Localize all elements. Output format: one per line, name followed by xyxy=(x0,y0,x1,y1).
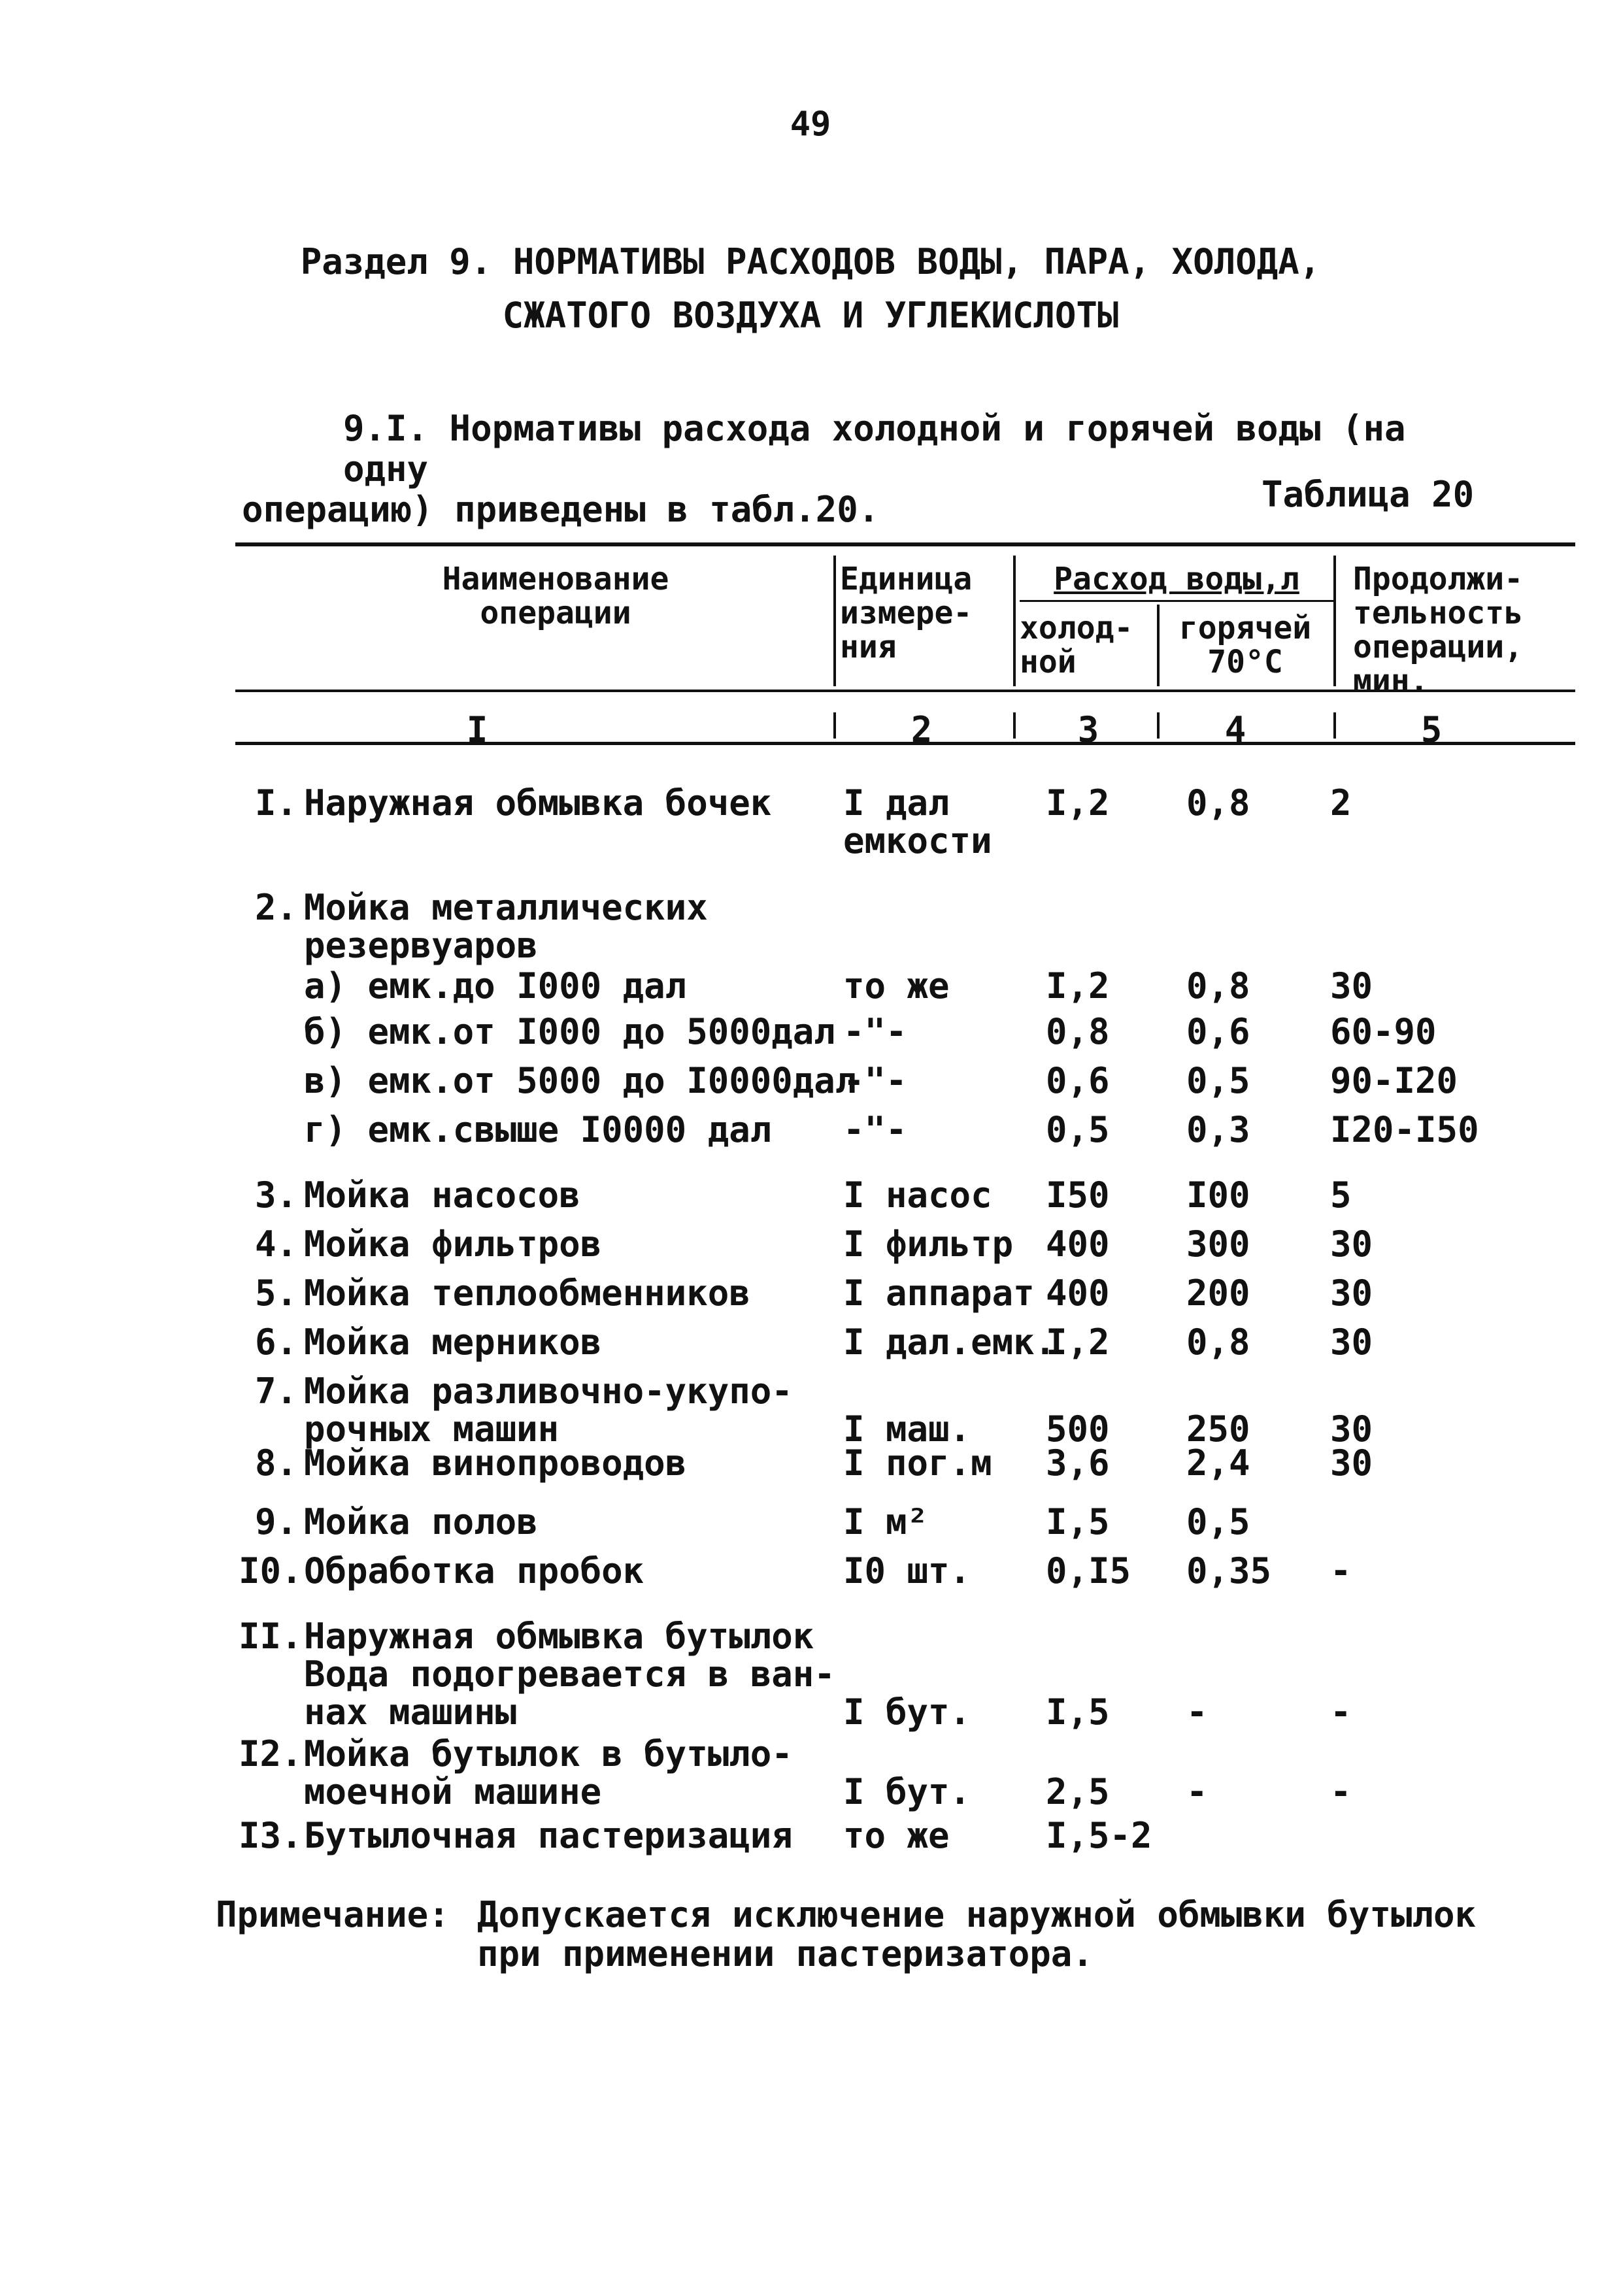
row-hot-water: 0,6 xyxy=(1186,1011,1250,1052)
header-name xyxy=(275,562,837,630)
note-label: Примечание: xyxy=(216,1894,450,1935)
row-cold-water: 3,6 xyxy=(1046,1442,1110,1484)
row-duration: 2 xyxy=(1330,782,1352,824)
header-cold xyxy=(1020,611,1154,679)
water-header-rule xyxy=(1020,600,1333,602)
row-cold-water: I,5 xyxy=(1046,1691,1110,1733)
header-cold-line: ной xyxy=(1020,644,1077,680)
row-hot-water: 0,35 xyxy=(1186,1550,1272,1591)
row-hot-water: 0,8 xyxy=(1186,782,1250,824)
header-separator xyxy=(1157,605,1160,686)
header-unit-line: Единица xyxy=(840,561,973,597)
row-name: Мойка разливочно-укупо- xyxy=(304,1371,793,1412)
row-hot-water: 0,3 xyxy=(1186,1109,1250,1150)
header-separator xyxy=(1333,556,1336,686)
row-cold-water: I,2 xyxy=(1046,782,1110,824)
row-name: Наружная обмывка бочек xyxy=(304,782,772,824)
row-unit: I фильтр xyxy=(843,1223,1014,1265)
row-cold-water: 0,I5 xyxy=(1046,1550,1131,1591)
row-cold-water: I,2 xyxy=(1046,965,1110,1007)
row-number: II. xyxy=(239,1616,303,1657)
row-number: I2. xyxy=(239,1733,303,1774)
row-name: а) емк.до I000 дал xyxy=(304,965,687,1007)
row-name: Вода подогревается в ван- xyxy=(304,1654,835,1695)
row-name: Мойка винопроводов xyxy=(304,1442,687,1484)
row-name: Мойка фильтров xyxy=(304,1223,602,1265)
header-unit-line: измере- xyxy=(840,595,973,631)
row-unit: I насос xyxy=(843,1174,992,1216)
row-name: Мойка бутылок в бутыло- xyxy=(304,1733,793,1774)
header-hot-line: 70°C xyxy=(1207,644,1283,680)
row-duration: I20-I50 xyxy=(1330,1109,1479,1150)
header-name-line: Наименование xyxy=(442,561,669,597)
table-top-rule xyxy=(235,542,1575,546)
row-unit: I бут. xyxy=(843,1691,971,1733)
row-number: 6. xyxy=(254,1322,297,1363)
row-name: резервуаров xyxy=(304,925,538,966)
row-name: рочных машин xyxy=(304,1408,560,1450)
column-number: 3 xyxy=(1077,709,1099,750)
row-cold-water: I,5-2 xyxy=(1046,1815,1152,1856)
row-name: б) емк.от I000 до 5000дал xyxy=(304,1011,835,1052)
row-unit: I дал.емк. xyxy=(843,1322,1056,1363)
row-hot-water: I00 xyxy=(1186,1174,1250,1216)
row-name: Наружная обмывка бутылок xyxy=(304,1616,814,1657)
row-duration: 30 xyxy=(1330,1322,1373,1363)
row-hot-water: 0,5 xyxy=(1186,1501,1250,1542)
row-name: Мойка насосов xyxy=(304,1174,580,1216)
row-hot-water: 0,5 xyxy=(1186,1060,1250,1101)
intro-line-2: операцию) приведены в табл.20. xyxy=(242,489,880,530)
row-number: 8. xyxy=(254,1442,297,1484)
row-name: Бутылочная пастеризация xyxy=(304,1815,793,1856)
intro-line-1: 9.I. Нормативы расхода холодной и горячей воды (на одну xyxy=(343,408,1406,490)
row-hot-water: 300 xyxy=(1186,1223,1250,1265)
row-cold-water: 0,8 xyxy=(1046,1011,1110,1052)
row-number: 5. xyxy=(254,1273,297,1314)
row-duration: 30 xyxy=(1330,1442,1373,1484)
section-title-line-2: СЖАТОГО ВОЗДУХА И УГЛЕКИСЛОТЫ xyxy=(502,295,1119,336)
row-number: 2. xyxy=(254,887,297,928)
row-hot-water: 200 xyxy=(1186,1273,1250,1314)
row-name: Мойка металлических xyxy=(304,887,708,928)
row-number: 7. xyxy=(254,1371,297,1412)
row-unit: I дал xyxy=(843,782,950,824)
row-name: Мойка теплообменников xyxy=(304,1273,750,1314)
row-duration: 30 xyxy=(1330,1273,1373,1314)
row-unit: I бут. xyxy=(843,1771,971,1812)
row-duration: 60-90 xyxy=(1330,1011,1437,1052)
note-line: Допускается исключение наружной обмывки бутылок xyxy=(477,1894,1477,1935)
row-number: 4. xyxy=(254,1223,297,1265)
row-name: в) емк.от 5000 до I0000дал xyxy=(304,1060,857,1101)
header-duration-line: тельность xyxy=(1353,595,1524,631)
row-duration: 30 xyxy=(1330,965,1373,1007)
colnum-separator xyxy=(1333,712,1336,739)
row-unit: -"- xyxy=(843,1011,907,1052)
row-duration: 5 xyxy=(1330,1174,1352,1216)
header-separator xyxy=(1013,556,1016,686)
row-number: I3. xyxy=(239,1815,303,1856)
row-name: Обработка пробок xyxy=(304,1550,644,1591)
row-name: Мойка мерников xyxy=(304,1322,602,1363)
header-duration-line: Продолжи- xyxy=(1353,561,1524,597)
section-title xyxy=(0,235,1621,342)
row-unit: -"- xyxy=(843,1060,907,1101)
row-cold-water: 0,6 xyxy=(1046,1060,1110,1101)
header-duration xyxy=(1353,562,1575,698)
row-duration: - xyxy=(1330,1550,1352,1591)
row-unit: I маш. xyxy=(843,1408,971,1450)
row-unit: I0 шт. xyxy=(843,1550,971,1591)
note xyxy=(216,1894,1477,1974)
row-duration: 30 xyxy=(1330,1408,1373,1450)
row-cold-water: 400 xyxy=(1046,1273,1110,1314)
row-duration: - xyxy=(1330,1691,1352,1733)
table-label: Таблица 20 xyxy=(1262,474,1475,515)
header-hot-line: горячей xyxy=(1178,610,1312,646)
row-hot-water: - xyxy=(1186,1691,1208,1733)
note-line: при применении пастеризатора. xyxy=(477,1933,1094,1974)
row-cold-water: 0,5 xyxy=(1046,1109,1110,1150)
header-water: Расход воды,л xyxy=(1054,561,1299,597)
row-hot-water: 2,4 xyxy=(1186,1442,1250,1484)
row-unit: то же xyxy=(843,965,950,1007)
row-unit: то же xyxy=(843,1815,950,1856)
row-unit: I м² xyxy=(843,1501,929,1542)
row-hot-water: 250 xyxy=(1186,1408,1250,1450)
header-unit-line: ния xyxy=(840,629,897,665)
column-number: 5 xyxy=(1420,709,1443,750)
header-cold-line: холод- xyxy=(1020,610,1133,646)
row-duration: 30 xyxy=(1330,1223,1373,1265)
column-number: 2 xyxy=(911,709,933,750)
row-cold-water: 2,5 xyxy=(1046,1771,1110,1812)
row-number: 9. xyxy=(254,1501,297,1542)
header-unit xyxy=(840,562,1007,664)
row-duration: - xyxy=(1330,1771,1352,1812)
row-duration: 90-I20 xyxy=(1330,1060,1458,1101)
note-text xyxy=(477,1895,1621,1974)
colnum-separator xyxy=(1157,712,1160,739)
row-unit: I пог.м xyxy=(843,1442,992,1484)
row-name: г) емк.свыше I0000 дал xyxy=(304,1109,772,1150)
row-hot-water: 0,8 xyxy=(1186,1322,1250,1363)
row-hot-water: - xyxy=(1186,1771,1208,1812)
row-name: нах машины xyxy=(304,1691,517,1733)
colnum-separator xyxy=(1013,712,1016,739)
column-number: 4 xyxy=(1224,709,1246,750)
column-number: I xyxy=(466,709,488,750)
row-name: Мойка полов xyxy=(304,1501,538,1542)
header-name-line: операции xyxy=(480,595,631,631)
row-cold-water: I,2 xyxy=(1046,1322,1110,1363)
row-number: 3. xyxy=(254,1174,297,1216)
row-unit: емкости xyxy=(843,820,992,861)
page-number: 49 xyxy=(790,105,831,144)
row-unit: -"- xyxy=(843,1109,907,1150)
header-duration-line: мин. xyxy=(1353,663,1429,699)
row-cold-water: I50 xyxy=(1046,1174,1110,1216)
row-number: I0. xyxy=(239,1550,303,1591)
row-cold-water: 500 xyxy=(1046,1408,1110,1450)
colnum-separator xyxy=(833,712,836,739)
section-title-line-1: Раздел 9. НОРМАТИВЫ РАСХОДОВ ВОДЫ, ПАРА, ХОЛОДА, xyxy=(300,241,1321,282)
row-cold-water: 400 xyxy=(1046,1223,1110,1265)
row-hot-water: 0,8 xyxy=(1186,965,1250,1007)
row-number: I. xyxy=(254,782,297,824)
header-hot xyxy=(1160,611,1330,679)
header-duration-line: операции, xyxy=(1353,629,1524,665)
row-name: моечной машине xyxy=(304,1771,602,1812)
row-cold-water: I,5 xyxy=(1046,1501,1110,1542)
row-unit: I аппарат xyxy=(843,1273,1035,1314)
